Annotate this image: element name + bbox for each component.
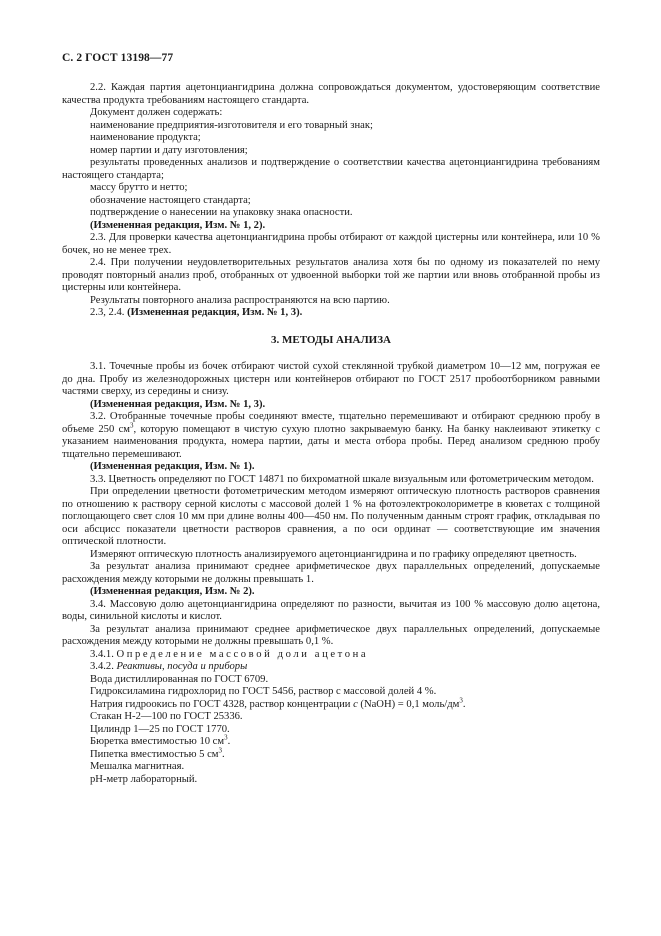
list-item: Вода дистиллированная по ГОСТ 6709. — [90, 673, 269, 685]
superscript: 3 — [218, 745, 222, 754]
text: Натрия гидроокись по ГОСТ 4328, раствор концентрации — [90, 698, 354, 710]
list-item: Стакан Н-2—100 по ГОСТ 25336. — [90, 711, 243, 722]
list-item: рН-метр лабораторный. — [90, 773, 198, 785]
paragraph-2-3: 2.3. Для проверки качества ацетонциангидрина пробы отбирают от каждой цистерны или контейнера, или 10 % бочек, но не менее трех. — [62, 232, 600, 256]
list-item: обозначение настоящего стандарта; — [90, 194, 251, 206]
paragraph-3-4: 3.4. Массовую долю ацетонциангидрина определяют по разности, вычитая из 100 % массовую долю ацетона, воды, синильной кислоты и кислот. — [62, 598, 600, 622]
list-item: наименование продукта; — [90, 132, 201, 143]
paragraph-3-2 — [62, 411, 600, 461]
list-item — [62, 745, 600, 762]
list-item: подтверждение о нанесении на упаковку знака опасности. — [90, 207, 353, 218]
text: 3.2. Отобранные точечные пробы соединяют вместе, тщательно перемешивают и отбирают среднюю пробу в объеме 250 см — [62, 411, 600, 435]
paragraph-document-contents: Документ должен содержать: — [90, 107, 223, 118]
list-item: наименование предприятия-изготовителя и его товарный знак; — [90, 119, 373, 131]
paragraph-result: За результат анализа принимают среднее арифметическое двух параллельных определений, допускаемые расхождения между которыми не должны превышать 1. — [62, 561, 600, 585]
text: Пипетка вместимостью 5 см — [90, 748, 219, 760]
paragraph-2-4: 2.4. При получении неудовлетворительных результатов анализа хотя бы по одному из показателей по нему проводят повторный анализ проб, отобранных от удвоенной выборки той же партии или вновь отобранной пробы из цистерны или контейнера. — [62, 257, 600, 293]
list-item: Мешалка магнитная. — [90, 761, 185, 772]
page-content — [62, 82, 600, 786]
subsection-number: 3.4.2. — [90, 661, 114, 672]
text: . — [222, 748, 225, 760]
list-item: Цилиндр 1—25 по ГОСТ 1770. — [90, 723, 230, 735]
subsection-number: 3.4.1. — [90, 648, 114, 660]
paragraph-3-3: 3.3. Цветность определяют по ГОСТ 14871 по бихроматной шкале визуальным или фотометрическим методом. — [90, 473, 594, 485]
paragraph-2-4-results: Результаты повторного анализа распространяются на всю партию. — [90, 294, 390, 306]
section-title: 3. МЕТОДЫ АНАЛИЗА — [271, 333, 391, 346]
text: c — [353, 698, 358, 710]
superscript: 3 — [459, 695, 463, 704]
subsection-3-4-1 — [62, 649, 600, 662]
superscript: 3 — [130, 420, 134, 429]
text: (NaOH) = 0,1 моль/дм — [357, 698, 460, 710]
text: Бюретка вместимостью 10 см — [90, 736, 225, 747]
paragraph-result: За результат анализа принимают среднее арифметическое двух параллельных определений, допускаемые расхождения между которыми не должны превышать 0,1 %. — [62, 623, 600, 647]
page-header: С. 2 ГОСТ 13198—77 — [62, 52, 174, 64]
paragraph-photometric: При определении цветности фотометрическим методом измеряют оптическую плотность растворов сравнения по отношению к раствору серной кислоты с массовой долей 1 % на фотоэлектроколориметре в кюветах с толщиной поглощающего свет слоя 10 мм при длине волны 400—450 нм. По полученным данным строят график, откладывая по оси абсцисс показатели цветности растворов сравнения, а по оси ординат — соответствующие им значения оптической плотности. — [62, 486, 600, 547]
list-item: номер партии и дату изготовления; — [90, 144, 248, 156]
paragraph-3-1: 3.1. Точечные пробы из бочек отбирают чистой сухой стеклянной трубкой диаметром 10—12 мм, погружая ее до дна. Пробу из железнодорожных цистерн или контейнеров отбирают по ГОСТ 2517 пробоотборником равными частями сверху, из середины и снизу. — [62, 361, 600, 397]
revision-note: (Измененная редакция, Изм. № 2). — [90, 586, 255, 597]
text: , которую помещают в чистую сухую плотно закрываемую банку. На банку наклеивают этикетку с указанием наименования продукта, номера партии, даты и места отбора пробы. Перед анализом среднюю пробу тщательно перемешивают. — [62, 423, 601, 460]
revision-note: (Измененная редакция, Изм. № 1). — [90, 461, 255, 472]
text: . — [462, 698, 466, 710]
revision-note: (Измененная редакция, Изм. № 1, 2). — [90, 219, 266, 231]
list-item: Гидроксиламина гидрохлорид по ГОСТ 5456, раствор с массовой долей 4 %. — [90, 686, 437, 697]
list-item — [62, 695, 600, 712]
subsection-title: Реактивы, посуда и приборы — [116, 661, 248, 672]
list-item: массу брутто и нетто; — [90, 182, 188, 193]
note-text: (Измененная редакция, Изм. № 1, 3). — [127, 307, 303, 318]
superscript: 3 — [224, 733, 228, 742]
subsection-3-4-2 — [62, 661, 600, 674]
paragraph-measure: Измеряют оптическую плотность анализируемого ацетонциангидрина и по графику определяют цветность. — [90, 548, 577, 560]
text: . — [227, 736, 231, 747]
revision-note: (Измененная редакция, Изм. № 1, 3). — [90, 398, 266, 410]
paragraph-2-2: 2.2. Каждая партия ацетонциангидрина должна сопровождаться документом, удостоверяющим соответствие качества продукта требованиям настоящего стандарта. — [62, 82, 600, 106]
list-item — [62, 733, 600, 749]
list-item: результаты проведенных анализов и подтверждение о соответствии качества ацетонциангидрина требованиям настоящего стандарта; — [62, 157, 600, 181]
revision-note — [62, 307, 600, 320]
note-prefix: 2.3, 2.4. — [90, 307, 125, 318]
subsection-title: Определение массовой доли ацетона — [116, 648, 369, 660]
